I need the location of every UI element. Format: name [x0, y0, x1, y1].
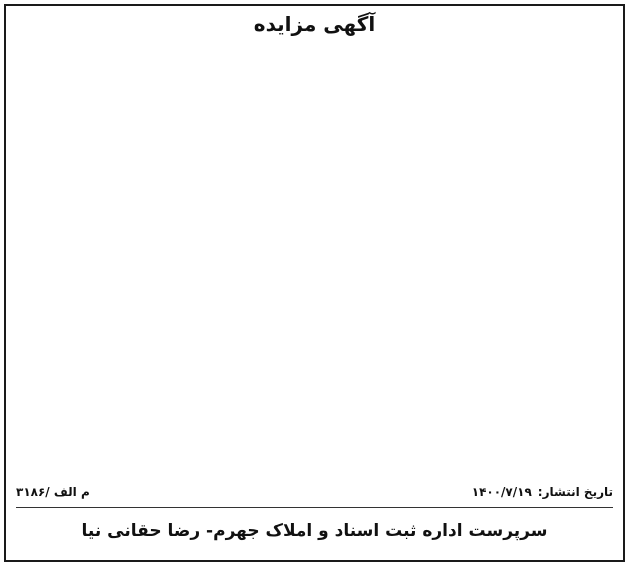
- reference-number: ۳۱۸۶/ م الف: [16, 485, 90, 499]
- publication-date-value: ۱۴۰۰/۷/۱۹: [471, 485, 532, 499]
- auction-notice: [4, 4, 625, 562]
- publication-date-label: تاریخ انتشار:: [537, 485, 613, 499]
- notice-body: [16, 42, 613, 476]
- notice-title: آگهی مزایده: [253, 12, 376, 36]
- notice-meta: [16, 482, 613, 502]
- signature-divider: [16, 507, 613, 508]
- publication-date: [472, 485, 613, 499]
- signature-line: سرپرست اداره ثبت اسناد و املاک جهرم- رضا حقانی نیا: [81, 521, 548, 541]
